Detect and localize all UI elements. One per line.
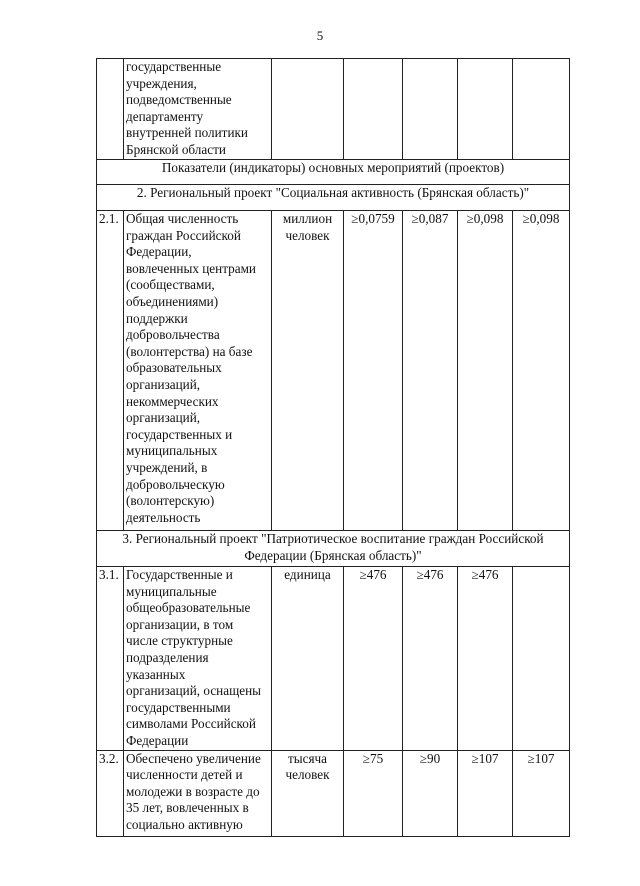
row-number-cell xyxy=(97,59,124,160)
indicators-table xyxy=(96,58,570,837)
value-cell xyxy=(513,59,570,160)
row-number-cell: 2.1. xyxy=(97,211,124,531)
value-cell: ≥90 xyxy=(403,750,458,836)
value-cell: ≥0,087 xyxy=(403,211,458,531)
table-row-3-1 xyxy=(97,567,570,751)
value-cell xyxy=(403,59,458,160)
row-number-cell: 3.2. xyxy=(97,750,124,836)
value-cell xyxy=(458,59,513,160)
section-title: 2. Региональный проект "Социальная активность (Брянская область)" xyxy=(97,185,570,211)
unit-cell xyxy=(272,59,344,160)
value-cell: ≥107 xyxy=(513,750,570,836)
row-name-cell: Обеспечено увеличение численности детей и молодежи в возрасте до 35 лет, вовлеченных в социально активную xyxy=(124,750,272,836)
section-header-indicators xyxy=(97,160,570,185)
section-title: Показатели (индикаторы) основных мероприятий (проектов) xyxy=(97,160,570,185)
unit-cell: единица xyxy=(272,567,344,751)
unit-cell: тысяча человек xyxy=(272,750,344,836)
value-cell: ≥476 xyxy=(458,567,513,751)
value-cell: ≥0,0759 xyxy=(344,211,403,531)
value-cell: ≥107 xyxy=(458,750,513,836)
row-name-cell: Общая численность граждан Российской Федерации, вовлеченных центрами (сообществами, объединениями) поддержки добровольчества (волонтерства) на базе образовательных организаций, некоммерческих организаций, государственных и муниципальных учреждений, в добровольческую (волонтерскую) деятельность xyxy=(124,211,272,531)
row-name-cell: Государственные и муниципальные общеобразовательные организации, в том числе структурные подразделения указанных организаций, оснащены государственными символами Российской Федерации xyxy=(124,567,272,751)
row-name-cell: государственные учреждения, подведомственные департаменту внутренней политики Брянской области xyxy=(124,59,272,160)
value-cell: ≥476 xyxy=(403,567,458,751)
value-cell: ≥0,098 xyxy=(458,211,513,531)
unit-cell: миллион человек xyxy=(272,211,344,531)
value-cell: ≥476 xyxy=(344,567,403,751)
page-number: 5 xyxy=(316,28,324,43)
table-row-2-1 xyxy=(97,211,570,531)
row-number-cell: 3.1. xyxy=(97,567,124,751)
table-row-3-2 xyxy=(97,750,570,836)
value-cell xyxy=(344,59,403,160)
section-header-project-3 xyxy=(97,531,570,567)
value-cell: ≥75 xyxy=(344,750,403,836)
value-cell xyxy=(513,567,570,751)
table-row-continuation xyxy=(97,59,570,160)
section-header-project-2 xyxy=(97,185,570,211)
value-cell: ≥0,098 xyxy=(513,211,570,531)
section-title: 3. Региональный проект "Патриотическое воспитание граждан Российской Федерации (Брянская область)" xyxy=(97,531,570,567)
